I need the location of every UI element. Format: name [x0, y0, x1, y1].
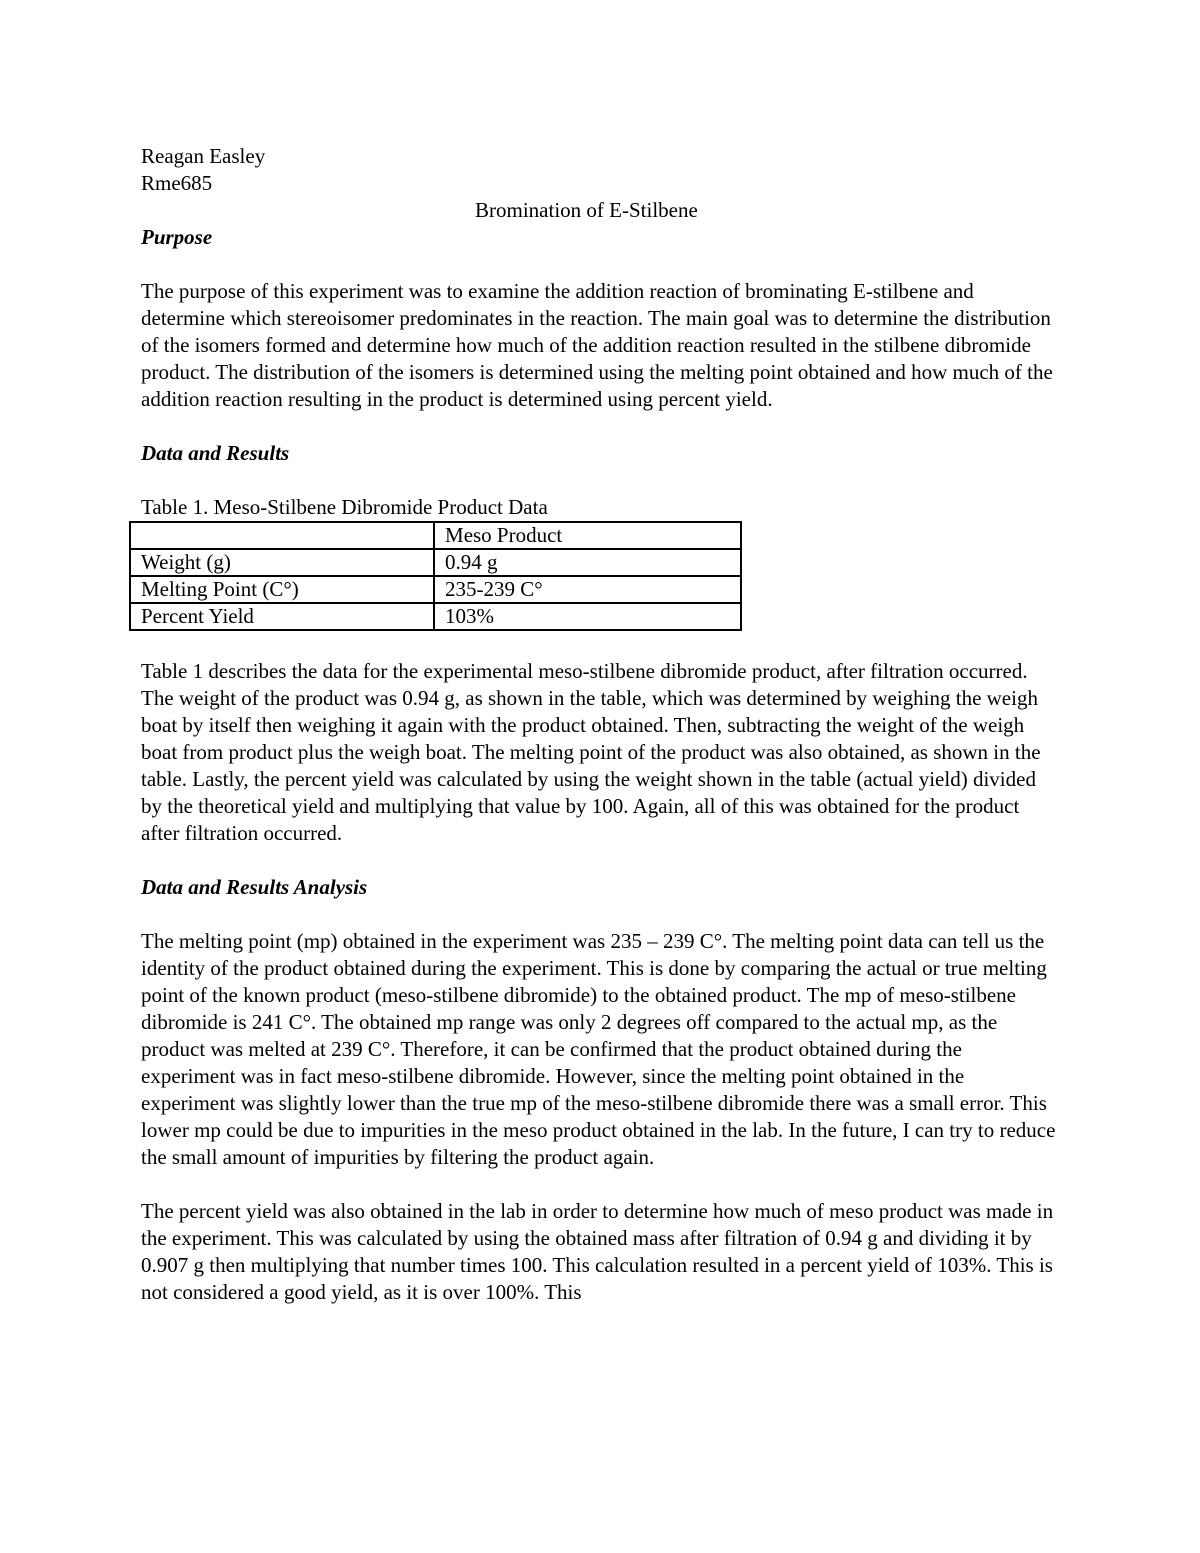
table-row — [130, 549, 741, 576]
results-heading: Data and Results — [141, 441, 290, 465]
document-page — [141, 143, 1061, 1306]
purpose-heading: Purpose — [141, 225, 213, 249]
table-cell-label: Percent Yield — [130, 603, 434, 630]
table-cell-value: 103% — [434, 603, 741, 630]
results-paragraph: Table 1 describes the data for the experimental meso-stilbene dibromide product, after filtration occurred. The weight of the product was 0.94 g, as shown in the table, which was determined by weighing the weigh boat by itself then weighing it again with the product obtained. Then, subtracting the weight of the weigh boat from product plus the weigh boat. The melting point of the product was also obtained, as shown in the table. Lastly, the percent yield was calculated by using the weight shown in the table (actual yield) divided by the theoretical yield and multiplying that value by 100. Again, all of this was obtained for the product after filtration occurred. — [141, 659, 1041, 845]
table-caption: Table 1. Meso-Stilbene Dibromide Product Data — [141, 495, 548, 519]
analysis-heading: Data and Results Analysis — [141, 875, 368, 899]
table-cell-value: 0.94 g — [434, 549, 741, 576]
table-cell-label: Weight (g) — [130, 549, 434, 576]
document-title: Bromination of E-Stilbene — [475, 198, 698, 222]
table-header-cell: Meso Product — [434, 522, 741, 549]
table-row — [130, 576, 741, 603]
table-row — [130, 603, 741, 630]
table-header-row — [130, 522, 741, 549]
table-cell-label: Melting Point (C°) — [130, 576, 434, 603]
author-name: Reagan Easley — [141, 144, 266, 168]
table-header-cell — [130, 522, 434, 549]
analysis-paragraph-2: The percent yield was also obtained in the lab in order to determine how much of meso product was made in the experiment. This was calculated by using the obtained mass after filtration of 0.94 g and dividing it by 0.907 g then multiplying that number times 100. This calculation resulted in a percent yield of 103%. This is not considered a good yield, as it is over 100%. This — [141, 1199, 1054, 1304]
table-cell-value: 235-239 C° — [434, 576, 741, 603]
student-id: Rme685 — [141, 171, 213, 195]
purpose-paragraph: The purpose of this experiment was to examine the addition reaction of brominating E-stilbene and determine which stereoisomer predominates in the reaction. The main goal was to determine the distribution of the isomers formed and determine how much of the addition reaction resulted in the stilbene dibromide product. The distribution of the isomers is determined using the melting point obtained and how much of the addition reaction resulting in the product is determined using percent yield. — [141, 279, 1053, 411]
analysis-paragraph-1: The melting point (mp) obtained in the experiment was 235 – 239 C°. The melting point data can tell us the identity of the product obtained during the experiment. This is done by comparing the actual or true melting point of the known product (meso-stilbene dibromide) to the obtained product. The mp of meso-stilbene dibromide is 241 C°. The obtained mp range was only 2 degrees off compared to the actual mp, as the product was melted at 239 C°. Therefore, it can be confirmed that the product obtained during the experiment was in fact meso-stilbene dibromide. However, since the melting point obtained in the experiment was slightly lower than the true mp of the meso-stilbene dibromide there was a small error. This lower mp could be due to impurities in the meso product obtained in the lab. In the future, I can try to reduce the small amount of impurities by filtering the product again. — [141, 929, 1056, 1169]
product-data-table — [129, 521, 742, 631]
